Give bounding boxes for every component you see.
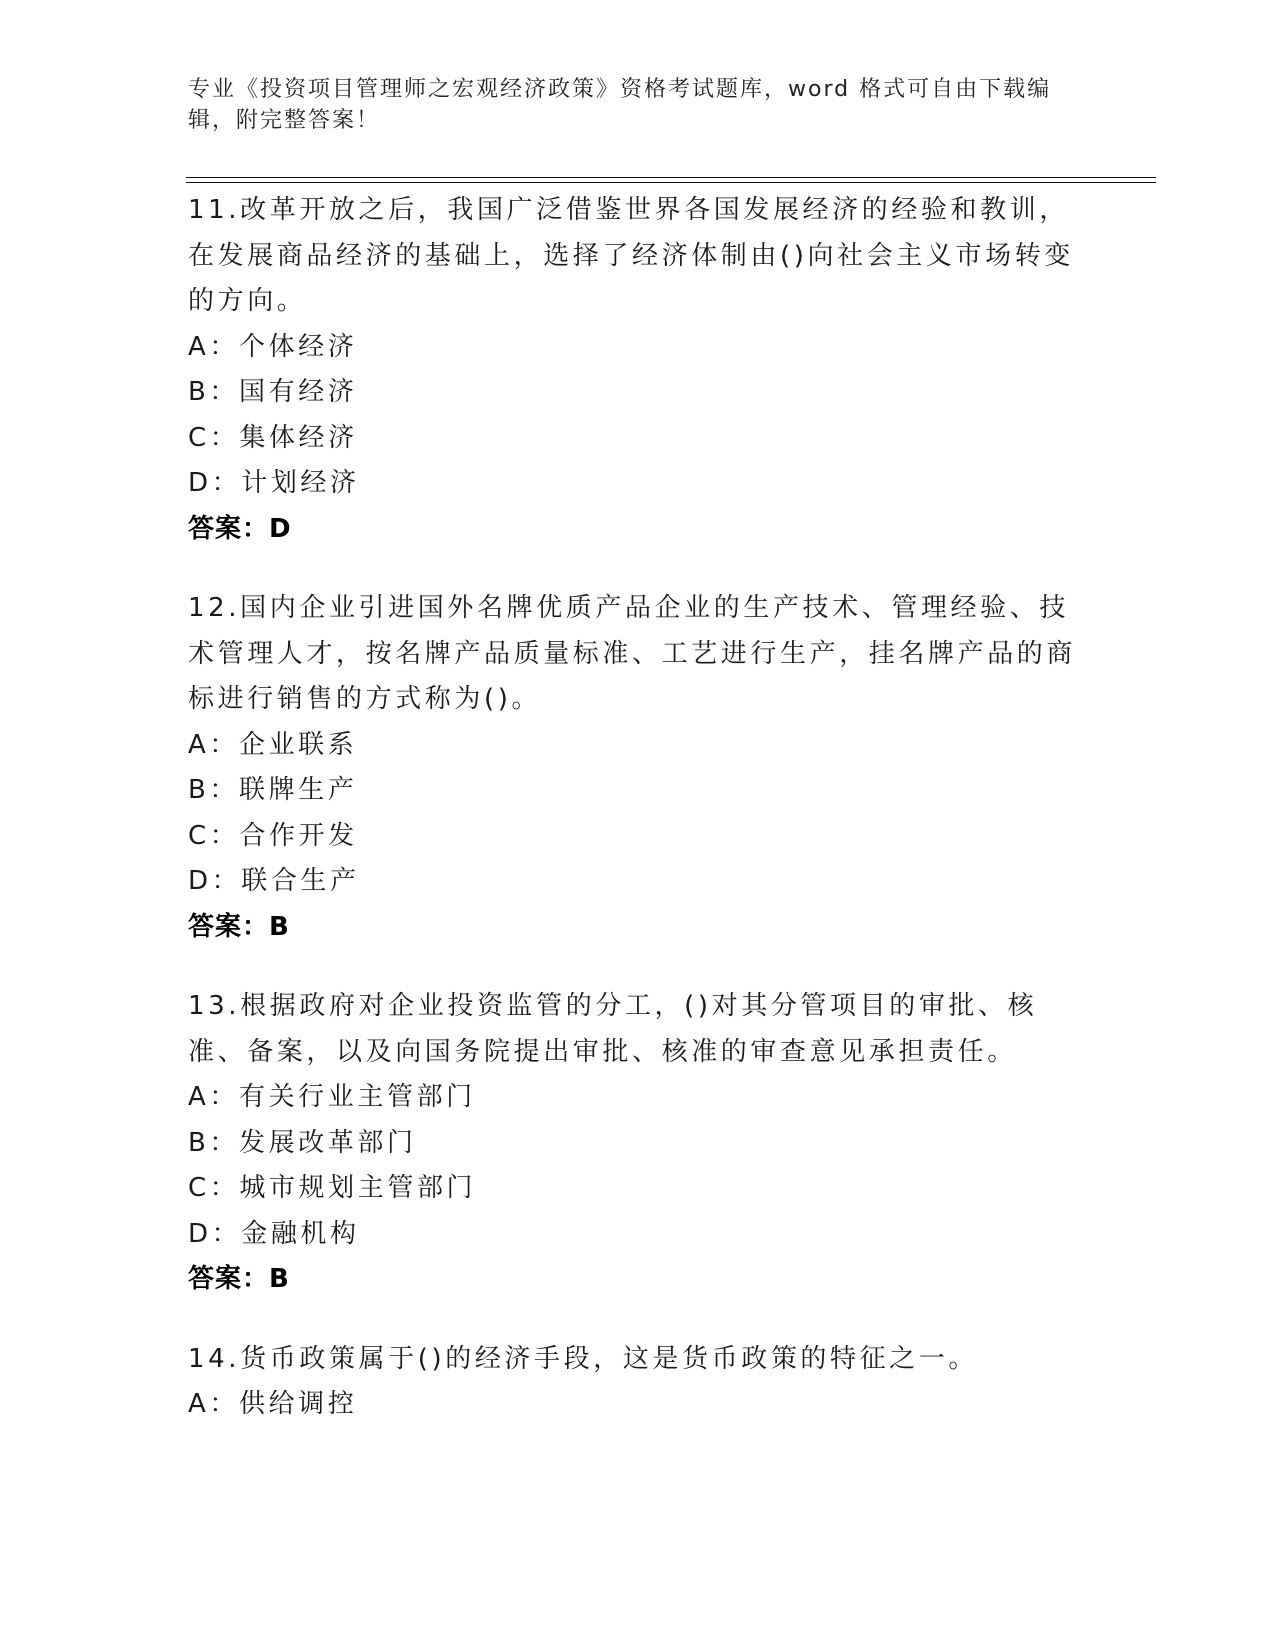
question-stem: 12.国内企业引进国外名牌优质产品企业的生产技术、管理经验、技术管理人才，按名牌产品质量标准、工艺进行生产，挂名牌产品的商标进行销售的方式称为()。 [188,593,1077,714]
answer-line: 答案：D [188,513,292,544]
answer-line: 答案：B [188,1264,290,1294]
option-b: B：联牌生产 [188,775,358,805]
document-intro: 专业《投资项目管理师之宏观经济政策》资格考试题库，word 格式可自由下载编辑，附完整答案！ [188,77,1052,133]
header-rule-top [186,177,1156,178]
option-c: C：集体经济 [188,422,358,453]
option-d: D：联合生产 [188,866,360,896]
option-a: A：供给调控 [188,1389,358,1419]
option-c: C：城市规划主管部门 [188,1173,477,1203]
question-stem: 14.货币政策属于()的经济手段，这是货币政策的特征之一。 [188,1343,979,1374]
header-rule-bottom [186,182,1156,183]
question-list [188,188,1088,1462]
option-d: D：金融机构 [188,1218,360,1249]
option-d: D：计划经济 [188,468,360,498]
answer-line: 答案：B [188,911,290,942]
question-stem: 11.改革开放之后，我国广泛借鉴世界各国发展经济的经验和教训，在发展商品经济的基础上，选择了经济体制由()向社会主义市场转变的方向。 [188,195,1074,316]
question-11 [188,188,1088,552]
question-13 [188,984,1088,1303]
question-stem: 13.根据政府对企业投资监管的分工，()对其分管项目的审批、核准、备案，以及向国务院提出审批、核准的审查意见承担责任。 [188,991,1038,1067]
option-b: B：发展改革部门 [188,1127,417,1158]
option-c: C：合作开发 [188,820,358,851]
option-a: A：个体经济 [188,331,358,362]
option-a: A：有关行业主管部门 [188,1082,476,1112]
question-14 [188,1337,1088,1428]
question-12 [188,586,1088,950]
option-b: B：国有经济 [188,377,358,407]
option-a: A：企业联系 [188,729,358,760]
